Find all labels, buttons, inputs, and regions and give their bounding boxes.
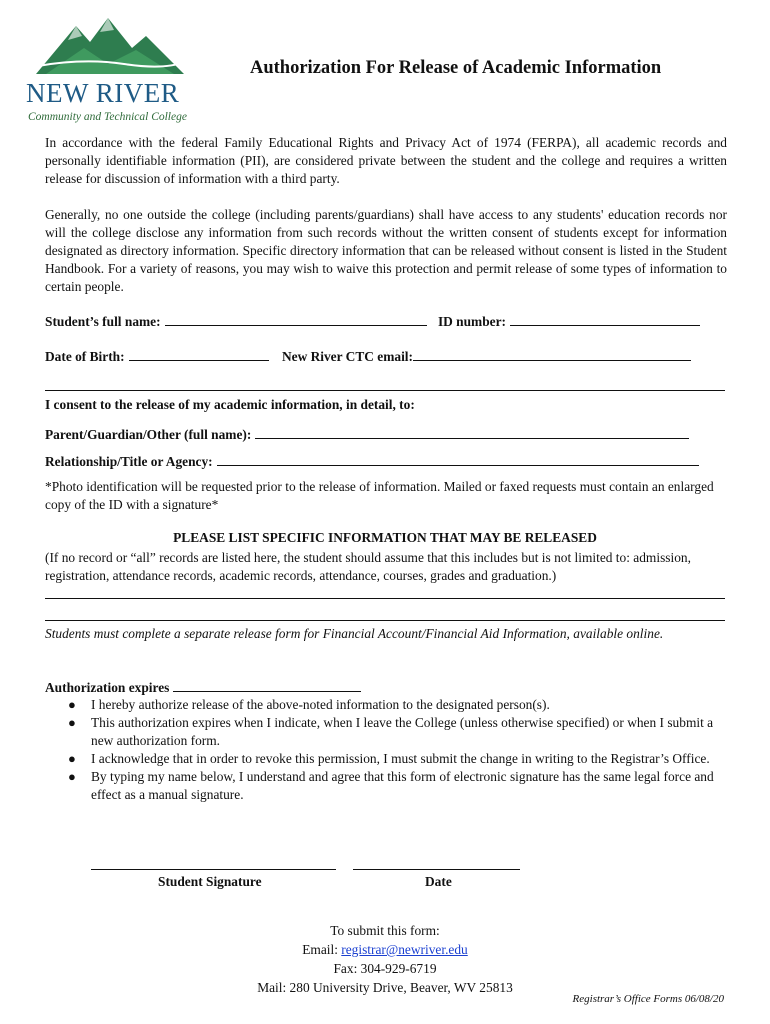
email-label: New River CTC email:: [281, 349, 413, 364]
separator-line: [45, 390, 725, 391]
authorization-bullets: [45, 696, 735, 804]
recipient-row: [45, 424, 689, 442]
relationship-label: Relationship/Title or Agency:: [45, 454, 213, 469]
student-name-row: [45, 311, 700, 329]
id-number-field[interactable]: [510, 311, 700, 326]
logo-name: NEW RIVER: [26, 78, 180, 108]
list-item: ● This authorization expires when I indicate, when I leave the College (unless otherwise specified) or when I submit a new authorization form.: [68, 715, 714, 748]
footer-form-id: Registrar’s Office Forms 06/08/20: [572, 993, 724, 1005]
list-item: ● I acknowledge that in order to revoke this permission, I must submit the change in writing to the Registrar’s Office.: [68, 751, 710, 766]
bullet-icon: ●: [68, 751, 76, 766]
consent-label: I consent to the release of my academic information, in detail, to:: [45, 397, 415, 412]
recipient-label: Parent/Guardian/Other (full name):: [45, 427, 252, 442]
dob-email-row: [45, 346, 691, 364]
specific-info-line-1[interactable]: [45, 598, 725, 599]
date-label: Date: [425, 874, 452, 889]
expires-row: [45, 677, 361, 695]
expires-field[interactable]: [173, 677, 361, 692]
registrar-email-link[interactable]: registrar@newriver.edu: [341, 942, 468, 957]
specific-info-heading: PLEASE LIST SPECIFIC INFORMATION THAT MAY BE RELEASED: [173, 530, 597, 545]
ferpa-paragraph: In accordance with the federal Family Educational Rights and Privacy Act of 1974 (FERPA), all academic records and personally identifiable information (PII), are considered private between the student and the college and requires a written release for discussion of information with a third party.: [45, 135, 727, 186]
privacy-paragraph: Generally, no one outside the college (including parents/guardians) shall have access to any students' education records nor will the college disclose any information from such records without the written consent of students except for information designated as directory information. Specific directory information that can be released without consent is listed in the Student Handbook. For a variety of reasons, you may wish to waive this protection and permit release of some types of information to certain people.: [45, 207, 727, 294]
list-item: ● By typing my name below, I understand and agree that this form of electronic signature has the same legal force and effect as a manual signature.: [68, 769, 714, 802]
student-signature-label: Student Signature: [158, 874, 262, 889]
submit-email-line: [0, 940, 770, 959]
list-item: ● I hereby authorize release of the above-noted information to the designated person(s).: [68, 697, 550, 712]
date-field[interactable]: [353, 869, 520, 870]
photo-id-note: *Photo identification will be requested prior to the release of information. Mailed or faxed requests must contain an enlarged copy of the ID with a signature*: [45, 479, 714, 512]
expires-label: Authorization expires: [45, 680, 170, 695]
submit-fax: Fax: 304-929-6719: [333, 961, 437, 976]
submit-mail: Mail: 280 University Drive, Beaver, WV 25813: [257, 980, 513, 995]
dob-label: Date of Birth:: [45, 349, 125, 364]
dob-field[interactable]: [129, 346, 269, 361]
bullet-icon: ●: [68, 715, 76, 730]
student-name-label: Student’s full name:: [45, 314, 161, 329]
submit-email-label: Email:: [302, 942, 338, 957]
submit-info: [0, 921, 770, 997]
mountains-icon: [24, 18, 194, 80]
student-name-field[interactable]: [165, 311, 427, 326]
recipient-field[interactable]: [255, 424, 689, 439]
relationship-row: [45, 451, 699, 469]
page-title: Authorization For Release of Academic Information: [250, 58, 662, 78]
financial-aid-note: Students must complete a separate release form for Financial Account/Financial Aid Information, available online.: [45, 626, 664, 641]
specific-info-note: (If no record or “all” records are listed here, the student should assume that this includes but is not limited to: admission, registration, attendance records, academic records, attendance, courses, grades and graduation.): [45, 550, 691, 583]
bullet-icon: ●: [68, 697, 76, 712]
logo-subtitle: Community and Technical College: [28, 111, 187, 123]
bullet-icon: ●: [68, 769, 76, 784]
student-signature-field[interactable]: [91, 869, 336, 870]
id-number-label: ID number:: [437, 314, 507, 329]
email-field[interactable]: [413, 346, 691, 361]
college-logo: [24, 18, 194, 123]
submit-heading: To submit this form:: [330, 923, 440, 938]
relationship-field[interactable]: [217, 451, 699, 466]
specific-info-line-2[interactable]: [45, 620, 725, 621]
